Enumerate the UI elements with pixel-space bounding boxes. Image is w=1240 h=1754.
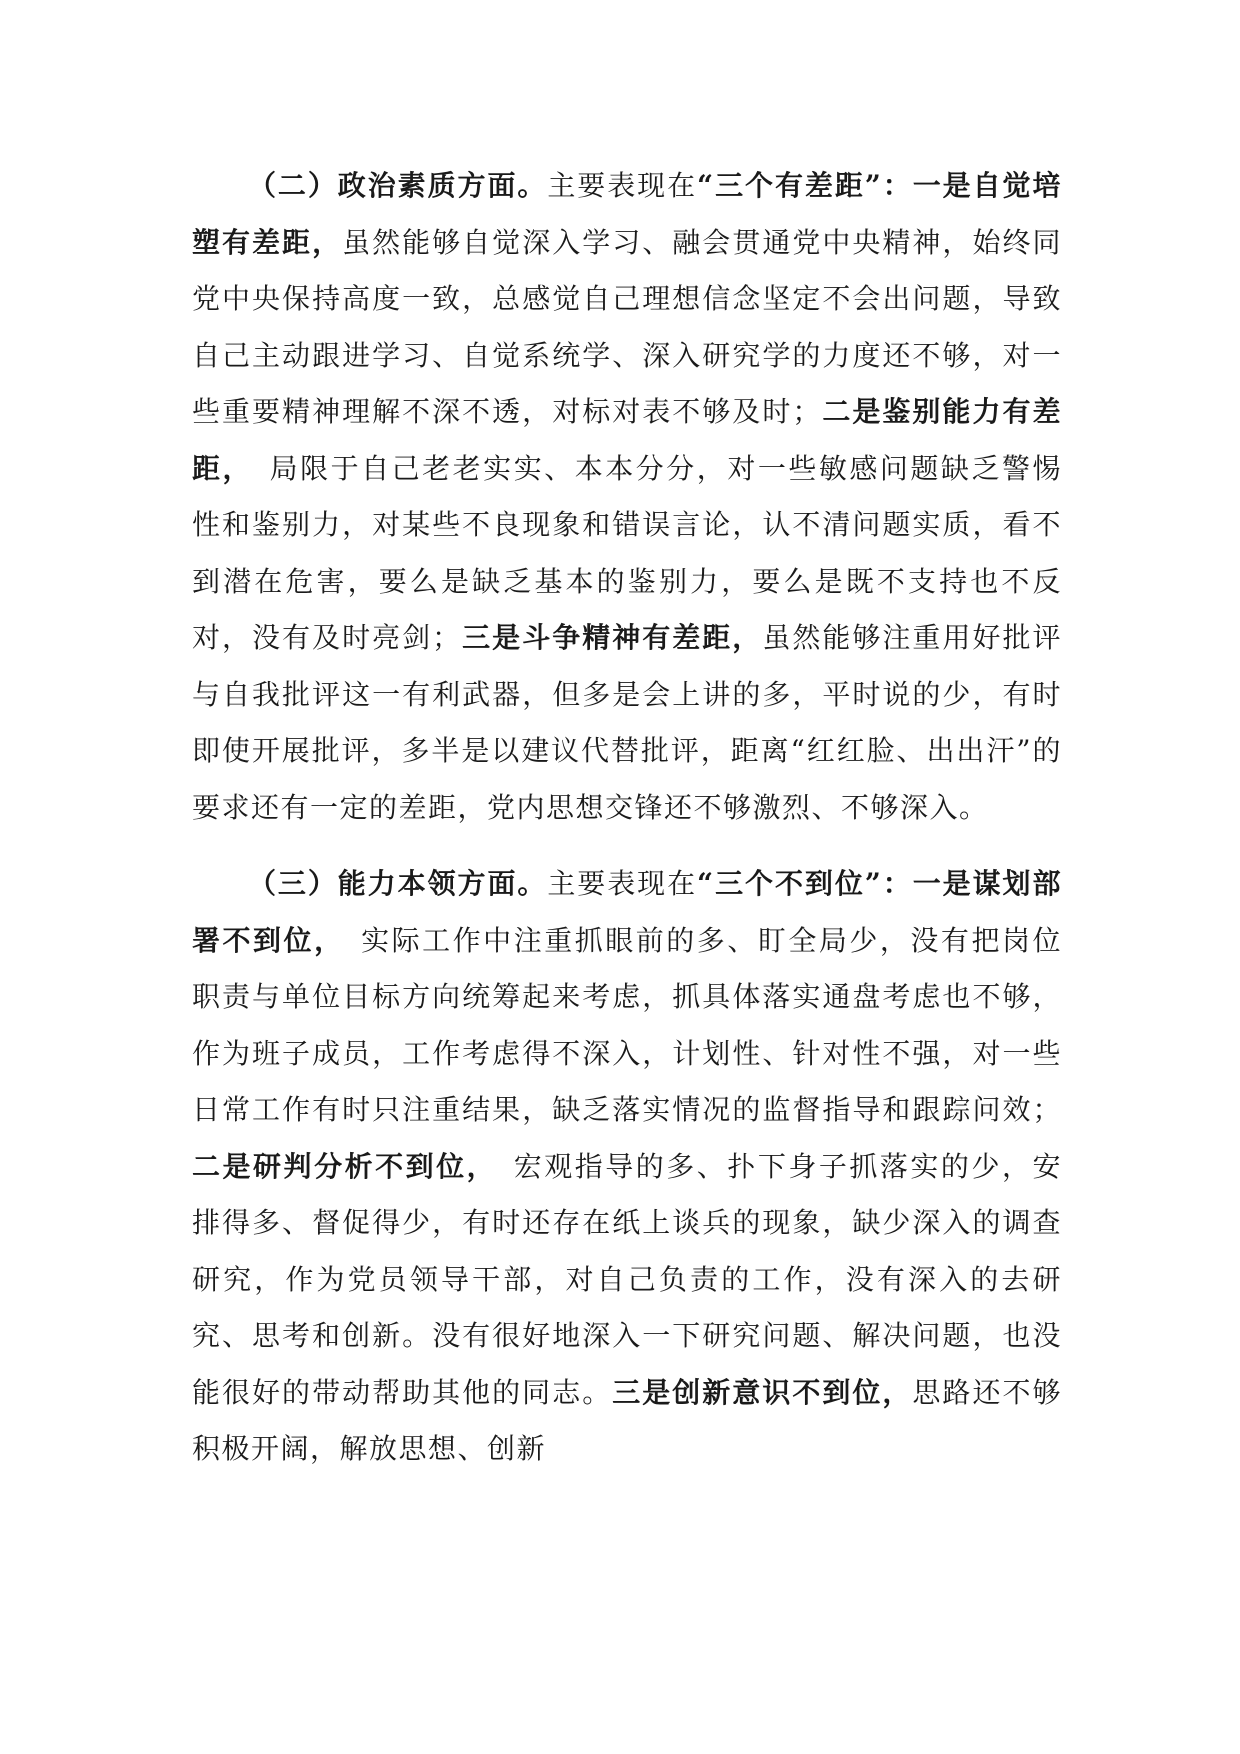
bold-phrase: “三个有差距”：一是自觉培塑有差距，	[192, 169, 1062, 259]
paragraph-political-quality	[192, 158, 1062, 836]
bold-phrase: 三是斗争精神有差距，	[461, 621, 763, 654]
bold-phrase: 二是研判分析不到位，	[192, 1149, 484, 1183]
bold-phrase: “三个不到位”：一是谋划部署不到位，	[192, 867, 1062, 957]
text-run: 虽然能够注重用好批评与自我批评这一有利武器，但多是会上讲的多，平时说的少，有时即使开展批评，多半是以建议代替批评，距离“红红脸、出出汗”的要求还有一定的差距，党内思想交锋还不够激烈、不够深入。	[192, 621, 1062, 824]
text-run: 主要表现在	[547, 867, 698, 900]
paragraph-ability	[192, 856, 1062, 1478]
document-body	[192, 158, 1062, 1478]
text-run: 实际工作中注重抓眼前的多、盯全局少，没有把岗位职责与单位目标方向统筹起来考虑，抓具体落实通盘考虑也不够，作为班子成员，工作考虑得不深入，计划性、针对性不强，对一些日常工作有时只注重结果，缺乏落实情况的监督指导和跟踪问效；	[192, 923, 1062, 1126]
section-heading-political-quality: （二）政治素质方面。	[248, 169, 548, 202]
section-heading-ability: （三）能力本领方面。	[248, 867, 548, 900]
bold-phrase: 三是创新意识不到位，	[612, 1375, 913, 1409]
text-run: 宏观指导的多、扑下身子抓落实的少，安排得多、督促得少，有时还存在纸上谈兵的现象，缺少深入的调查研究，作为党员领导干部，对自己负责的工作，没有深入的去研究、思考和创新。没有很好地深入一下研究问题、解决问题，也没能很好的带动帮助其他的同志。	[192, 1149, 1062, 1409]
bold-phrase: 二是鉴别能力有差距，	[192, 395, 1062, 485]
text-run: 主要表现在	[547, 169, 698, 202]
text-run: 虽然能够自觉深入学习、融会贯通党中央精神，始终同党中央保持高度一致，总感觉自己理想信念坚定不会出问题，导致自己主动跟进学习、自觉系统学、深入研究学的力度还不够，对一些重要精神理解不深不透，对标对表不够及时；	[192, 225, 1062, 428]
text-run: 局限于自己老老实实、本本分分，对一些敏感问题缺乏警惕性和鉴别力，对某些不良现象和错误言论，认不清问题实质，看不到潜在危害，要么是缺乏基本的鉴别力，要么是既不支持也不反对，没有及时亮剑；	[192, 451, 1062, 654]
text-run: 思路还不够积极开阔，解放思想、创新	[192, 1375, 1062, 1465]
